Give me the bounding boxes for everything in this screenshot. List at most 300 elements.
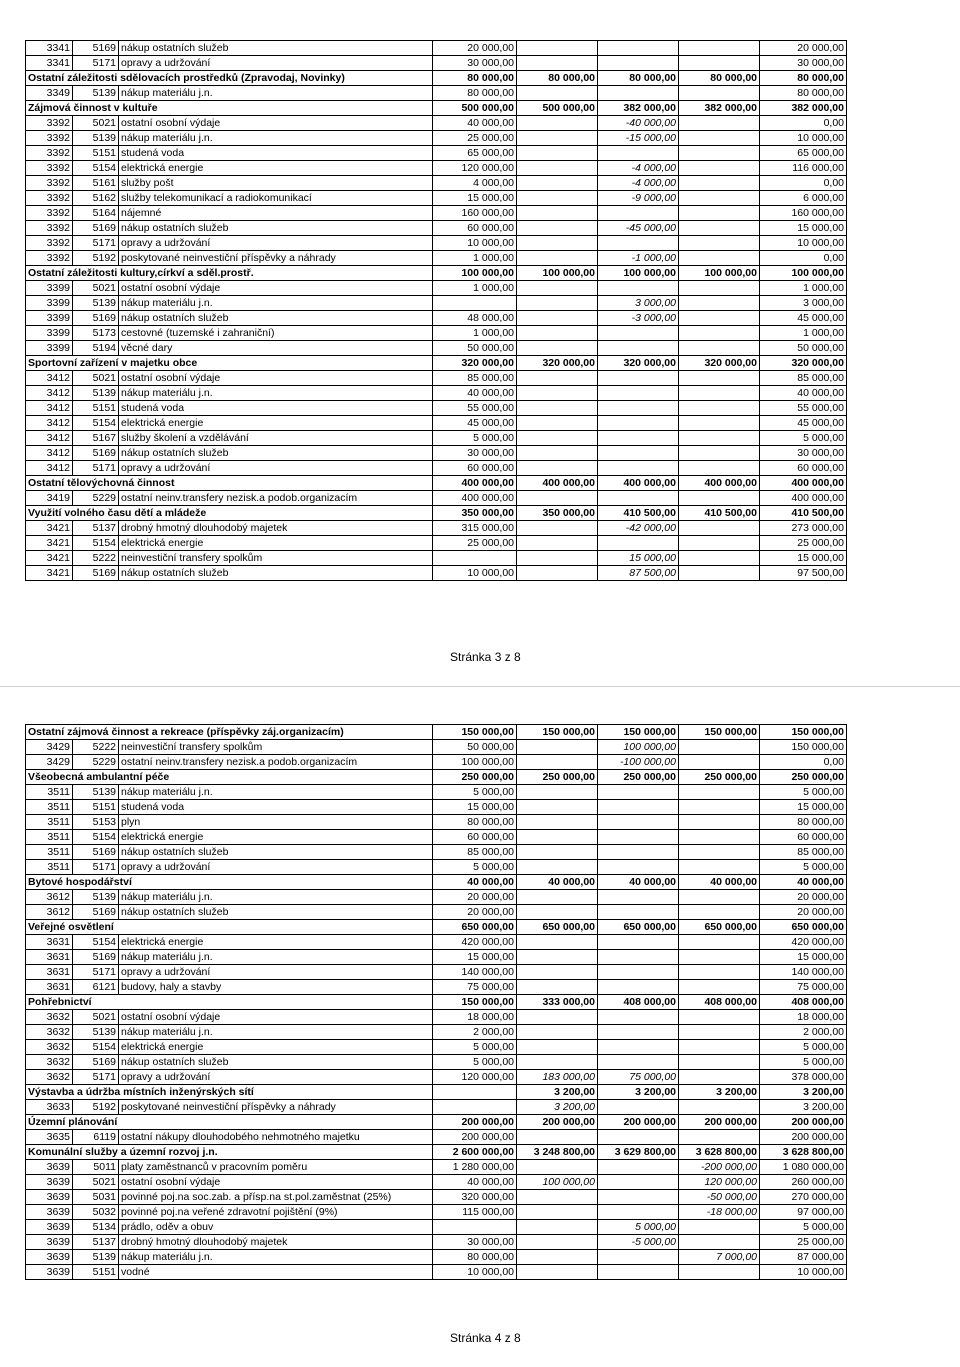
amount-col-2: 183 000,00 (517, 1070, 598, 1085)
amount-col-3: 400 000,00 (598, 476, 679, 491)
item-name: nákup ostatních služeb (119, 845, 433, 860)
item-name: ostatní nákupy dlouhodobého nehmotného majetku (119, 1130, 433, 1145)
amount-col-2 (517, 1010, 598, 1025)
item-name: služby pošt (119, 176, 433, 191)
amount-col-3: 650 000,00 (598, 920, 679, 935)
amount-col-2: 100 000,00 (517, 1175, 598, 1190)
amount-col-5: 400 000,00 (760, 491, 847, 506)
item-code: 5139 (73, 890, 119, 905)
amount-col-3 (598, 800, 679, 815)
amount-col-4 (679, 446, 760, 461)
section-name: Všeobecná ambulantní péče (26, 770, 433, 785)
amount-col-2 (517, 890, 598, 905)
amount-col-5: 250 000,00 (760, 770, 847, 785)
amount-col-4 (679, 401, 760, 416)
paragraph-code: 3412 (26, 386, 73, 401)
amount-col-1: 1 000,00 (433, 281, 517, 296)
amount-col-1: 60 000,00 (433, 221, 517, 236)
amount-col-4: 408 000,00 (679, 995, 760, 1010)
budget-row (26, 56, 847, 71)
paragraph-code: 3392 (26, 236, 73, 251)
item-code: 5021 (73, 116, 119, 131)
amount-col-2 (517, 146, 598, 161)
paragraph-code: 3635 (26, 1130, 73, 1145)
amount-col-4 (679, 1010, 760, 1025)
amount-col-5: 400 000,00 (760, 476, 847, 491)
item-code: 5154 (73, 416, 119, 431)
amount-col-2 (517, 371, 598, 386)
amount-col-4 (679, 221, 760, 236)
amount-col-4 (679, 1040, 760, 1055)
amount-col-4: 400 000,00 (679, 476, 760, 491)
amount-col-3 (598, 1055, 679, 1070)
item-code: 5164 (73, 206, 119, 221)
amount-col-5: 100 000,00 (760, 266, 847, 281)
amount-col-2: 80 000,00 (517, 71, 598, 86)
paragraph-code: 3632 (26, 1025, 73, 1040)
item-code: 5151 (73, 146, 119, 161)
paragraph-code: 3392 (26, 176, 73, 191)
item-name: nákup ostatních služeb (119, 566, 433, 581)
section-name: Územní plánování (26, 1115, 433, 1130)
amount-col-5: 150 000,00 (760, 740, 847, 755)
amount-col-5: 50 000,00 (760, 341, 847, 356)
amount-col-4 (679, 905, 760, 920)
paragraph-code: 3341 (26, 56, 73, 71)
section-name: Ostatní zájmová činnost a rekreace (příspěvky záj.organizacím) (26, 725, 433, 740)
section-row (26, 71, 847, 86)
amount-col-2 (517, 845, 598, 860)
amount-col-5: 160 000,00 (760, 206, 847, 221)
budget-row (26, 221, 847, 236)
amount-col-5: 650 000,00 (760, 920, 847, 935)
amount-col-3 (598, 965, 679, 980)
item-code: 5021 (73, 281, 119, 296)
budget-row (26, 491, 847, 506)
amount-col-5: 97 500,00 (760, 566, 847, 581)
item-name: nákup materiálu j.n. (119, 1025, 433, 1040)
amount-col-1: 65 000,00 (433, 146, 517, 161)
amount-col-2 (517, 800, 598, 815)
item-code: 5137 (73, 1235, 119, 1250)
amount-col-1: 10 000,00 (433, 236, 517, 251)
item-name: studená voda (119, 800, 433, 815)
amount-col-5: 408 000,00 (760, 995, 847, 1010)
amount-col-3 (598, 56, 679, 71)
amount-col-1 (433, 551, 517, 566)
amount-col-2 (517, 935, 598, 950)
paragraph-code: 3632 (26, 1055, 73, 1070)
budget-row (26, 146, 847, 161)
budget-row (26, 1070, 847, 1085)
item-name: opravy a udržování (119, 56, 433, 71)
item-name: poskytované neinvestiční příspěvky a náhrady (119, 1100, 433, 1115)
amount-col-3: 408 000,00 (598, 995, 679, 1010)
paragraph-code: 3392 (26, 191, 73, 206)
paragraph-code: 3412 (26, 431, 73, 446)
amount-col-3: -4 000,00 (598, 161, 679, 176)
amount-col-5: 5 000,00 (760, 1040, 847, 1055)
amount-col-2 (517, 1040, 598, 1055)
budget-row (26, 131, 847, 146)
amount-col-3: -100 000,00 (598, 755, 679, 770)
amount-col-1: 5 000,00 (433, 860, 517, 875)
amount-col-2 (517, 281, 598, 296)
amount-col-3 (598, 536, 679, 551)
budget-row (26, 386, 847, 401)
paragraph-code: 3412 (26, 416, 73, 431)
item-name: věcné dary (119, 341, 433, 356)
amount-col-5: 3 628 800,00 (760, 1145, 847, 1160)
budget-row (26, 371, 847, 386)
amount-col-4: 150 000,00 (679, 725, 760, 740)
amount-col-1: 60 000,00 (433, 461, 517, 476)
amount-col-2 (517, 1205, 598, 1220)
section-name: Výstavba a údržba místních inženýrských sítí (26, 1085, 433, 1100)
amount-col-4 (679, 785, 760, 800)
paragraph-code: 3399 (26, 296, 73, 311)
budget-row (26, 980, 847, 995)
amount-col-5: 10 000,00 (760, 131, 847, 146)
amount-col-4 (679, 386, 760, 401)
amount-col-4 (679, 890, 760, 905)
budget-row (26, 236, 847, 251)
amount-col-4 (679, 461, 760, 476)
section-row (26, 506, 847, 521)
item-name: opravy a udržování (119, 1070, 433, 1085)
item-name: studená voda (119, 401, 433, 416)
amount-col-4 (679, 950, 760, 965)
amount-col-3: 15 000,00 (598, 551, 679, 566)
amount-col-3 (598, 431, 679, 446)
item-code: 5222 (73, 740, 119, 755)
amount-col-2 (517, 1235, 598, 1250)
amount-col-1: 45 000,00 (433, 416, 517, 431)
budget-row (26, 161, 847, 176)
budget-row (26, 1130, 847, 1145)
amount-col-1: 5 000,00 (433, 1055, 517, 1070)
amount-col-1: 1 000,00 (433, 326, 517, 341)
amount-col-3: -1 000,00 (598, 251, 679, 266)
amount-col-1: 20 000,00 (433, 890, 517, 905)
amount-col-3 (598, 1175, 679, 1190)
amount-col-1: 400 000,00 (433, 491, 517, 506)
amount-col-3: 5 000,00 (598, 1220, 679, 1235)
amount-col-5: 0,00 (760, 176, 847, 191)
amount-col-5: 200 000,00 (760, 1130, 847, 1145)
paragraph-code: 3511 (26, 860, 73, 875)
item-name: budovy, haly a stavby (119, 980, 433, 995)
budget-row (26, 755, 847, 770)
section-row (26, 1115, 847, 1130)
budget-row (26, 1220, 847, 1235)
amount-col-4 (679, 161, 760, 176)
amount-col-2 (517, 341, 598, 356)
amount-col-4 (679, 491, 760, 506)
paragraph-code: 3639 (26, 1160, 73, 1175)
amount-col-4 (679, 1265, 760, 1280)
budget-row (26, 845, 847, 860)
amount-col-1: 1 000,00 (433, 251, 517, 266)
budget-row (26, 800, 847, 815)
amount-col-2 (517, 1220, 598, 1235)
section-name: Využití volného času dětí a mládeže (26, 506, 433, 521)
amount-col-3 (598, 1010, 679, 1025)
section-name: Pohřebnictví (26, 995, 433, 1010)
budget-row (26, 815, 847, 830)
item-code: 5192 (73, 1100, 119, 1115)
item-code: 5169 (73, 905, 119, 920)
section-row (26, 920, 847, 935)
budget-row (26, 281, 847, 296)
amount-col-5: 0,00 (760, 755, 847, 770)
section-name: Zájmová činnost v kultuře (26, 101, 433, 116)
amount-col-5: 97 000,00 (760, 1205, 847, 1220)
item-name: poskytované neinvestiční příspěvky a náhrady (119, 251, 433, 266)
amount-col-5: 140 000,00 (760, 965, 847, 980)
budget-row (26, 311, 847, 326)
amount-col-2 (517, 326, 598, 341)
amount-col-2: 200 000,00 (517, 1115, 598, 1130)
amount-col-3: -3 000,00 (598, 311, 679, 326)
amount-col-1 (433, 1085, 517, 1100)
amount-col-5: 25 000,00 (760, 1235, 847, 1250)
item-name: drobný hmotný dlouhodobý majetek (119, 521, 433, 536)
amount-col-3 (598, 41, 679, 56)
amount-col-3 (598, 146, 679, 161)
paragraph-code: 3429 (26, 755, 73, 770)
amount-col-4 (679, 146, 760, 161)
amount-col-4: 650 000,00 (679, 920, 760, 935)
amount-col-1: 400 000,00 (433, 476, 517, 491)
amount-col-5: 2 000,00 (760, 1025, 847, 1040)
paragraph-code: 3412 (26, 461, 73, 476)
amount-col-1: 30 000,00 (433, 56, 517, 71)
amount-col-1: 15 000,00 (433, 800, 517, 815)
amount-col-4 (679, 566, 760, 581)
section-row (26, 356, 847, 371)
amount-col-1: 75 000,00 (433, 980, 517, 995)
amount-col-1: 650 000,00 (433, 920, 517, 935)
paragraph-code: 3412 (26, 401, 73, 416)
paragraph-code: 3349 (26, 86, 73, 101)
amount-col-5: 85 000,00 (760, 371, 847, 386)
budget-row (26, 551, 847, 566)
amount-col-5: 273 000,00 (760, 521, 847, 536)
amount-col-4 (679, 176, 760, 191)
amount-col-3 (598, 401, 679, 416)
amount-col-3: 100 000,00 (598, 266, 679, 281)
amount-col-2: 40 000,00 (517, 875, 598, 890)
item-name: nákup ostatních služeb (119, 446, 433, 461)
amount-col-5: 1 000,00 (760, 326, 847, 341)
item-code: 5139 (73, 1250, 119, 1265)
amount-col-5: 382 000,00 (760, 101, 847, 116)
amount-col-1: 30 000,00 (433, 1235, 517, 1250)
item-code: 5139 (73, 86, 119, 101)
item-code: 6121 (73, 980, 119, 995)
amount-col-4: 320 000,00 (679, 356, 760, 371)
paragraph-code: 3612 (26, 905, 73, 920)
amount-col-5: 20 000,00 (760, 905, 847, 920)
amount-col-5: 260 000,00 (760, 1175, 847, 1190)
item-code: 5031 (73, 1190, 119, 1205)
item-code: 5161 (73, 176, 119, 191)
budget-row (26, 251, 847, 266)
amount-col-5: 116 000,00 (760, 161, 847, 176)
budget-row (26, 860, 847, 875)
amount-col-2 (517, 491, 598, 506)
amount-col-4 (679, 56, 760, 71)
item-name: nákup materiálu j.n. (119, 890, 433, 905)
budget-row (26, 1160, 847, 1175)
amount-col-2 (517, 551, 598, 566)
amount-col-1: 5 000,00 (433, 1040, 517, 1055)
amount-col-3 (598, 1100, 679, 1115)
amount-col-5: 40 000,00 (760, 875, 847, 890)
item-code: 5021 (73, 1175, 119, 1190)
amount-col-3 (598, 1040, 679, 1055)
amount-col-3: 87 500,00 (598, 566, 679, 581)
amount-col-1: 80 000,00 (433, 815, 517, 830)
amount-col-4 (679, 935, 760, 950)
paragraph-code: 3639 (26, 1250, 73, 1265)
amount-col-1: 80 000,00 (433, 71, 517, 86)
item-code: 5169 (73, 311, 119, 326)
amount-col-5: 5 000,00 (760, 785, 847, 800)
amount-col-4: 80 000,00 (679, 71, 760, 86)
item-code: 5139 (73, 131, 119, 146)
amount-col-2 (517, 1130, 598, 1145)
amount-col-2: 100 000,00 (517, 266, 598, 281)
amount-col-1: 140 000,00 (433, 965, 517, 980)
amount-col-2: 320 000,00 (517, 356, 598, 371)
amount-col-1: 55 000,00 (433, 401, 517, 416)
amount-col-1: 115 000,00 (433, 1205, 517, 1220)
item-name: elektrická energie (119, 536, 433, 551)
page-number-footer: Stránka 4 z 8 (450, 1331, 521, 1345)
amount-col-5: 5 000,00 (760, 1055, 847, 1070)
item-name: elektrická energie (119, 935, 433, 950)
item-name: povinné poj.na veřené zdravotní pojištění (9%) (119, 1205, 433, 1220)
amount-col-1: 80 000,00 (433, 86, 517, 101)
amount-col-1 (433, 1100, 517, 1115)
amount-col-3 (598, 1025, 679, 1040)
amount-col-4: -50 000,00 (679, 1190, 760, 1205)
amount-col-4 (679, 206, 760, 221)
amount-col-1: 10 000,00 (433, 566, 517, 581)
amount-col-3: 250 000,00 (598, 770, 679, 785)
item-name: studená voda (119, 146, 433, 161)
item-code: 5173 (73, 326, 119, 341)
item-name: nákup materiálu j.n. (119, 950, 433, 965)
amount-col-4 (679, 326, 760, 341)
amount-col-4: 200 000,00 (679, 1115, 760, 1130)
amount-col-3: -9 000,00 (598, 191, 679, 206)
paragraph-code: 3399 (26, 311, 73, 326)
item-code: 5154 (73, 935, 119, 950)
amount-col-4 (679, 1220, 760, 1235)
amount-col-2 (517, 905, 598, 920)
amount-col-2 (517, 740, 598, 755)
amount-col-3: 150 000,00 (598, 725, 679, 740)
item-code: 5154 (73, 161, 119, 176)
budget-row (26, 326, 847, 341)
amount-col-2 (517, 1265, 598, 1280)
amount-col-5: 30 000,00 (760, 446, 847, 461)
amount-col-4 (679, 800, 760, 815)
amount-col-1: 40 000,00 (433, 1175, 517, 1190)
section-row (26, 1085, 847, 1100)
amount-col-5: 80 000,00 (760, 815, 847, 830)
amount-col-4 (679, 251, 760, 266)
amount-col-2 (517, 191, 598, 206)
amount-col-3: -5 000,00 (598, 1235, 679, 1250)
amount-col-2: 500 000,00 (517, 101, 598, 116)
amount-col-1: 30 000,00 (433, 446, 517, 461)
section-name: Komunální služby a územní rozvoj j.n. (26, 1145, 433, 1160)
amount-col-2 (517, 980, 598, 995)
amount-col-1: 20 000,00 (433, 905, 517, 920)
paragraph-code: 3511 (26, 830, 73, 845)
amount-col-3: 40 000,00 (598, 875, 679, 890)
section-name: Bytové hospodářství (26, 875, 433, 890)
paragraph-code: 3421 (26, 521, 73, 536)
paragraph-code: 3631 (26, 965, 73, 980)
item-code: 5171 (73, 965, 119, 980)
amount-col-4: 3 200,00 (679, 1085, 760, 1100)
amount-col-1: 5 000,00 (433, 785, 517, 800)
amount-col-5: 15 000,00 (760, 551, 847, 566)
amount-col-3 (598, 371, 679, 386)
budget-row (26, 1205, 847, 1220)
amount-col-4 (679, 1235, 760, 1250)
section-row (26, 101, 847, 116)
paragraph-code: 3412 (26, 446, 73, 461)
paragraph-code: 3392 (26, 161, 73, 176)
budget-row (26, 446, 847, 461)
item-name: opravy a udržování (119, 236, 433, 251)
item-name: nákup ostatních služeb (119, 311, 433, 326)
item-name: opravy a udržování (119, 461, 433, 476)
item-name: ostatní osobní výdaje (119, 1175, 433, 1190)
item-code: 5169 (73, 950, 119, 965)
budget-row (26, 1175, 847, 1190)
amount-col-4: 40 000,00 (679, 875, 760, 890)
paragraph-code: 3639 (26, 1205, 73, 1220)
amount-col-2 (517, 1025, 598, 1040)
amount-col-2 (517, 56, 598, 71)
amount-col-1: 120 000,00 (433, 161, 517, 176)
amount-col-2: 250 000,00 (517, 770, 598, 785)
amount-col-1: 320 000,00 (433, 1190, 517, 1205)
amount-col-1: 80 000,00 (433, 1250, 517, 1265)
amount-col-2 (517, 386, 598, 401)
amount-col-1: 5 000,00 (433, 431, 517, 446)
budget-row (26, 1025, 847, 1040)
amount-col-2 (517, 206, 598, 221)
budget-row (26, 521, 847, 536)
item-name: nákup materiálu j.n. (119, 296, 433, 311)
amount-col-4 (679, 740, 760, 755)
item-code: 5139 (73, 296, 119, 311)
budget-row (26, 905, 847, 920)
item-code: 5154 (73, 1040, 119, 1055)
amount-col-2 (517, 416, 598, 431)
paragraph-code: 3511 (26, 845, 73, 860)
amount-col-5: 1 000,00 (760, 281, 847, 296)
item-name: prádlo, oděv a obuv (119, 1220, 433, 1235)
